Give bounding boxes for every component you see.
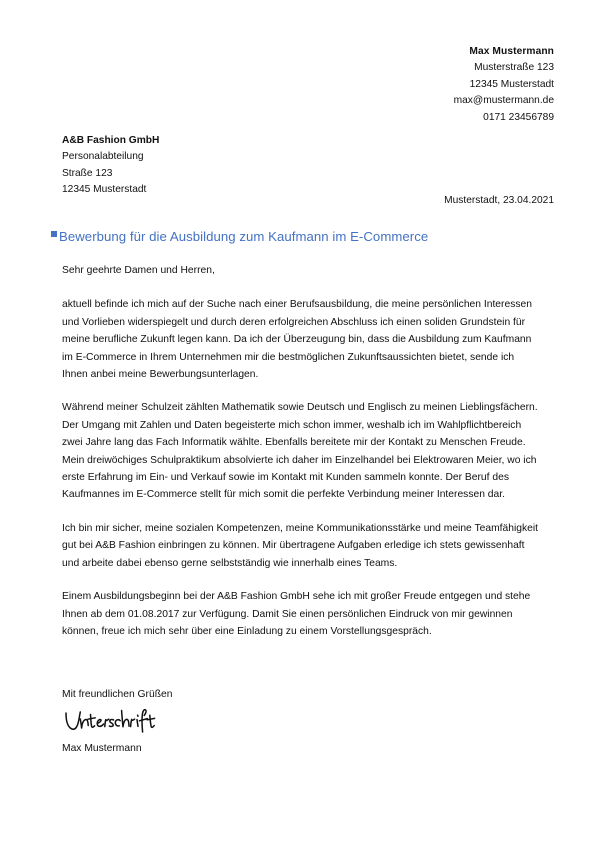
recipient-address-block	[62, 133, 159, 199]
body-paragraph-4: Einem Ausbildungsbeginn bei der A&B Fashion GmbH sehe ich mit großer Freude entgegen und stehe Ihnen ab dem 01.08.2017 zur Verfügung. Damit Sie einen persönlichen Eindruck von mir gewinnen können, freue ich mich sehr über eine Einladung zu einem Vorstellungsgespräch.	[62, 591, 531, 637]
signer-name: Max Mustermann	[62, 743, 142, 754]
subject-line	[51, 228, 554, 246]
subject-text: Bewerbung für die Ausbildung zum Kaufmann im E-Commerce	[59, 229, 429, 244]
closing-greeting: Mit freundlichen Grüßen	[62, 689, 173, 700]
closing-block	[62, 686, 362, 757]
handwritten-signature-icon	[63, 706, 173, 738]
body-paragraph-2: Während meiner Schulzeit zählten Mathematik sowie Deutsch und Englisch zu meinen Lieblingsfächern. Der Umgang mit Zahlen und Daten begeisterte mich schon immer, weshalb ich im Wahlpflichtbereich zwei Jahre lang das Fach Informatik wählte. Ebenfalls bereitete mir der Kontakt zu Menschen Freude. Mein dreiwöchiges Schulpraktikum absolvierte ich daher im Einzelhandel bei Elektrowaren Meier, wo ich erste Erfahrung im Ein- und Verkauf sowie im Kontakt mit Kunden sammeln konnte. Der Beruf des Kaufmannes im E-Commerce stellt für mich somit die perfekte Verbindung meiner Interessen dar.	[62, 402, 538, 501]
letter-body	[62, 262, 540, 640]
body-paragraph-1: aktuell befinde ich mich auf der Suche nach einer Berufsausbildung, die meine persönlichen Interessen und Vorlieben widerspiegelt und durch deren erfolgreichen Abschluss ich einen soliden Grundstein für meine berufliche Zukunft legen kann. Da ich der Überzeugung bin, dass die Ausbildung zum Kaufmann im E-Commerce in Ihrem Unternehmen mir die bestmöglichen Zukunftsaussichten bietet, sende ich Ihnen anbei meine Bewerbungsunterlagen.	[62, 299, 532, 381]
sender-email: max@mustermann.de	[453, 95, 554, 107]
recipient-company: A&B Fashion GmbH	[62, 135, 160, 146]
sender-name: Max Mustermann	[469, 46, 554, 57]
sender-address-block	[454, 44, 554, 126]
recipient-city: 12345 Musterstadt	[62, 184, 147, 196]
salutation: Sehr geehrte Damen und Herren,	[62, 265, 215, 276]
recipient-street: Straße 123	[62, 167, 113, 179]
place-and-date: Musterstadt, 23.04.2021	[444, 195, 554, 206]
sender-city: 12345 Musterstadt	[469, 78, 554, 90]
recipient-department: Personalabteilung	[62, 151, 144, 163]
square-bullet-icon	[51, 231, 57, 237]
body-paragraph-3: Ich bin mir sicher, meine sozialen Kompetenzen, meine Kommunikationsstärke und meine Teamfähigkeit gut bei A&B Fashion einbringen zu können. Mir übertragene Aufgaben erledige ich stets gewissenhaft und arbeite dabei ebenso gerne selbstständig wie innerhalb eines Teams.	[62, 522, 538, 569]
sender-street: Musterstraße 123	[474, 62, 554, 74]
sender-phone: 0171 23456789	[483, 111, 554, 123]
